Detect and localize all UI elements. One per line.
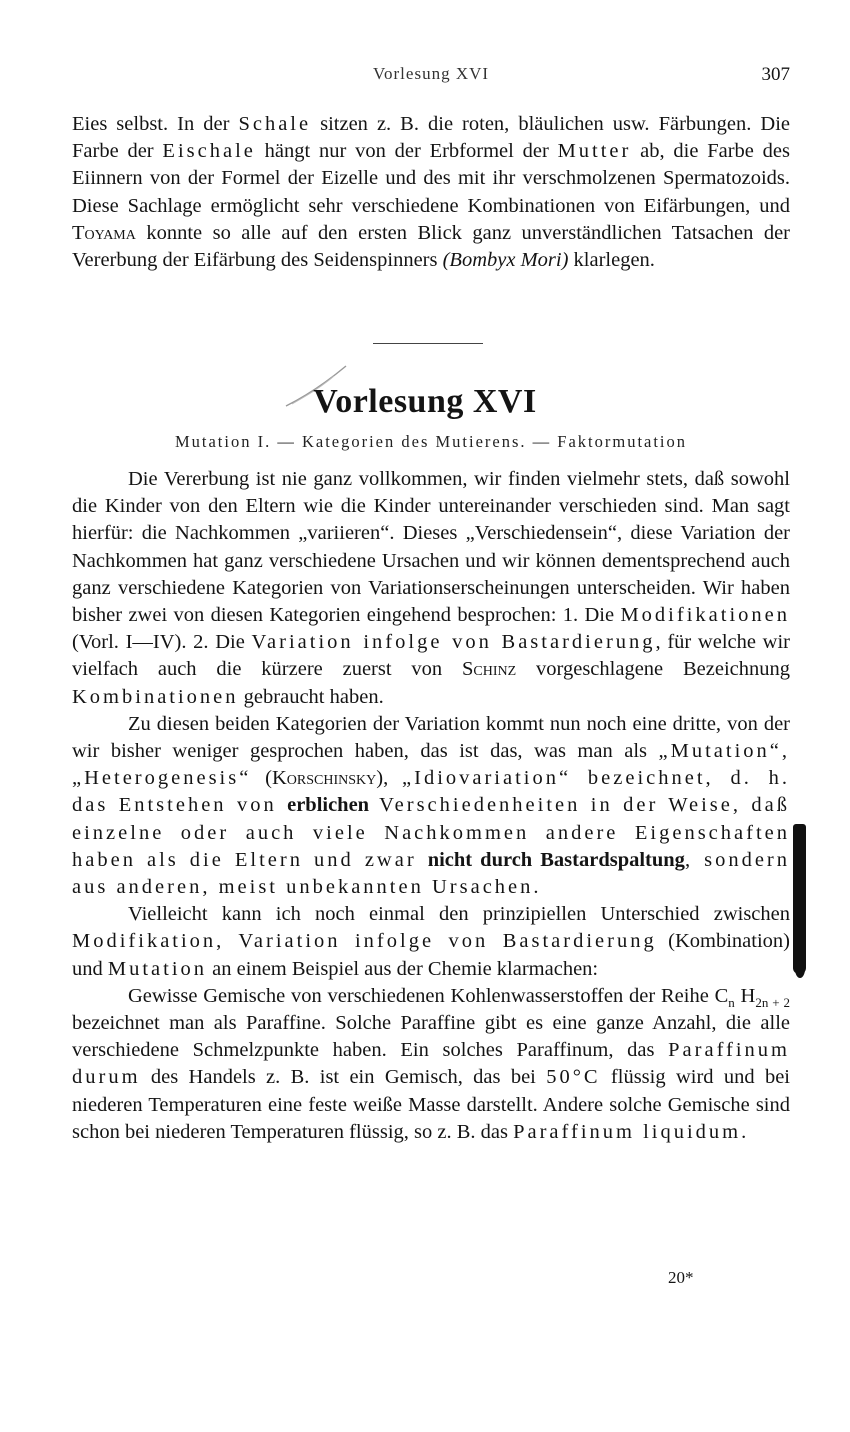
lecture-body — [72, 466, 790, 1146]
running-head — [72, 64, 790, 88]
section-divider — [373, 343, 483, 344]
paragraph: Zu diesen beiden Kategorien der Variation kommt nun noch eine dritte, von der wir bisher weniger gesprochen haben, das ist das, was man als „Mutation“, „Heterogenesis“ (Korschinsky), „Idiovariation“ bezeichnet, d. h. das Entstehen von erblichen Verschiedenheiten in der Weise, daß einzelne oder auch viele Nachkommen andere Eigenschaften haben als die Eltern und zwar nicht durch Bastardspaltung, sondern aus anderen, meist unbekannten Ursachen. — [72, 712, 791, 899]
continuation-paragraph: Eies selbst. In der Schale sitzen z. B. die roten, bläulichen usw. Färbungen. Die Farbe der Eischale hängt nur von der Erbformel der Mutter ab, die Farbe des Eiinnern von der Formel der Eizelle und des mit ihr verschmolzenen Spermatozoids. Diese Sachlage ermöglicht sehr verschiedene Kombinationen von Eifärbungen, und Toyama konnte so alle auf den ersten Blick ganz unverständlichen Tatsachen der Vererbung der Eifärbung des Seidenspinners (Bombyx Mori) klarlegen. — [72, 113, 791, 272]
margin-highlight-bar — [793, 824, 806, 974]
lecture-heading: Vorlesung XVI — [313, 383, 537, 420]
signature-mark: 20* — [668, 1268, 694, 1287]
margin-highlight-bar-tail — [795, 960, 805, 978]
paragraph: Die Vererbung ist nie ganz vollkommen, wir finden vielmehr stets, daß sowohl die Kinder von den Eltern wie die Kinder untereinander verschieden sind. Man sagt hierfür: die Nachkommen „variieren“. Dieses „Verschiedensein“, diese Variation der Nachkommen hat ganz verschiedene Ursachen und wir können dementsprechend auch ganz verschiedene Kategorien von Variationserscheinungen unterscheiden. Wir haben bisher zwei von diesen Kategorien eingehend besprochen: 1. Die Modifikationen (Vorl. I—IV). 2. Die Variation infolge von Bastardierung, für welche wir vielfach auch die kürzere zuerst von Schinz vorgeschlagene Bezeichnung Kombinationen gebraucht haben. — [72, 468, 791, 708]
running-title: Vorlesung XVI — [372, 64, 490, 83]
page-number: 307 — [761, 64, 790, 85]
lecture-subtitle: Mutation I. — Kategorien des Mutierens. — Faktormutation — [174, 432, 688, 451]
paragraph: Vielleicht kann ich noch einmal den prinzipiellen Unterschied zwischen Modifikation, Variation infolge von Bastardierung (Kombination) und Mutation an einem Beispiel aus der Chemie klarmachen: — [72, 903, 790, 980]
paragraph: Gewisse Gemische von verschiedenen Kohlenwasserstoffen der Reihe $C_n$ $H_{2n + 2}$ bezeichnet man als Paraffine. Solche Paraffine gibt es eine ganze Anzahl, die alle verschiedene Schmelzpunkte haben. Ein solches Paraffinum, das Paraffinum durum des Handels z. B. ist ein Gemisch, das bei 50°C flüssig wird und bei niederen Temperaturen eine feste weiße Masse darstellt. Andere solche Gemische sind schon bei niederen Temperaturen flüssig, so z. B. das Paraffinum liquidum. — [72, 984, 790, 1143]
